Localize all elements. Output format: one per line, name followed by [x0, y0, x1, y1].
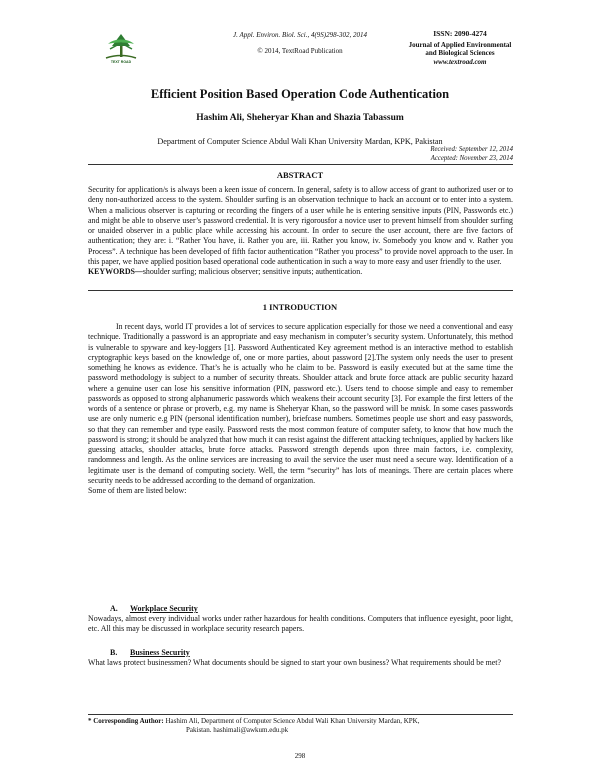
section-a-label: Workplace Security — [130, 604, 198, 613]
received-date: Received: September 12, 2014 — [430, 146, 513, 153]
keywords-label: KEYWORDS— — [88, 267, 143, 276]
keywords-text: shoulder surfing; malicious observer; sensitive inputs; authentication. — [142, 267, 363, 276]
introduction-heading: 1 INTRODUCTION — [262, 302, 338, 312]
section-b-text: What laws protect businessmen? What documents should be signed to start your own business? What requirements should be met? — [88, 658, 502, 667]
journal-name-line1: Journal of Applied Environmental — [408, 40, 512, 49]
abstract-heading: ABSTRACT — [276, 170, 324, 180]
intro-para1: In recent days, world IT provides a lot of services to secure application especially for those we need a conventional and easy technique. Traditionally a password is an appropriate and easy mechanism in computer’s security system. Unfortunately, this method is vulnerable to spyware and key-loggers [1]. Password Authenticated Key agreement method is an interactive method to establish cryptographic keys based on the knowledge of, one or more parties, about password [2].The system only needs the user to present something he knows as evidence. That’s he is actually who he claim to be. Password is easily executed but at the same time the password methodology is subject to a number of security threats. Shoulder attack and brute force attack are public security hazard where a genuine user can lose his sensitive information (PIN, password etc.). Users tend to choose simple and easy to remember passwords as opposed to strong alphanumeric passwords which weakens their account security [3]. For example the first letters of the words of a sentence or phrase or proverb, e.g. my name is Sheheryar Khan, so the password will be — [88, 322, 513, 413]
header-rule — [88, 164, 513, 165]
copyright: © 2014, TextRoad Publication — [257, 47, 343, 55]
journal-info — [400, 30, 520, 66]
footnote-line2: Pakistan. hashimali@awkum.edu.pk — [186, 726, 289, 734]
footnote-line1: Hashim Ali, Department of Computer Science Abdul Wali Khan University Mardan, KPK, — [163, 717, 420, 725]
journal-citation — [200, 30, 400, 57]
abstract-body — [88, 185, 513, 277]
submission-dates — [380, 146, 513, 164]
abstract-rule — [88, 290, 513, 291]
tree-icon — [104, 32, 138, 60]
page-number: 298 — [294, 752, 306, 760]
section-b-heading — [110, 648, 190, 657]
section-b-body — [88, 658, 513, 668]
intro-paragraph — [88, 322, 513, 486]
paper-authors: Hashim Ali, Sheheryar Khan and Shazia Tabassum — [196, 113, 404, 123]
section-b-letter: B. — [110, 648, 118, 657]
footnote-rule — [88, 714, 513, 715]
journal-website[interactable]: www.textroad.com — [433, 57, 487, 66]
abstract-text: Security for application/s is always been a keen issue of concern. In general, safety is to allow access of grant to authorized user or to deny non-authorized access to the system. Shoulder surfing is an observation technique to hack an account or to enter into a system. When a malicious observer is capturing or recording the fingers of a user while he is entering sensitive inputs (PIN, Passwords etc.) and might be able to observe user’s password credential. It is very rigorousfor a novice user to prevent himself from shoulder surfing or unaided observer in a public place while accessing his account. In order to secure the user account, there are five factors of authentication; they are: i. “Rather You have, ii. Rather you are, iii. Rather you know, iv. Somebody you know and v. Rather you Process”. A technique has been developed of fifth factor authentication “Rather you process” to provide novel approach to the user. In this paper, we have applied position based operational code authentication in such a way to more easy and user friendly to the user. — [88, 185, 513, 266]
section-b-label: Business Security — [130, 648, 190, 657]
footnote-label: * Corresponding Author: — [88, 717, 164, 725]
intro-list-lead: Some of them are listed below: — [88, 486, 187, 495]
introduction-body — [88, 322, 513, 496]
intro-para1-cont: . In some cases passwords use are only numeric e.g PIN (personal identification number), briefcase numbers. Sometimes people use short and easy passwords, so that they can remember and type easily. Password rests the most common feature of computer safety, to know that how much the password is strong; it should be analyzed that how much it can resist against the different attacking techniques, applied by hackers like guessing attacks, shoulder attacks, brute force attacks. Password strength depends upon three main factors, i.e. complexity, randomness and length. As the online services are increasing to avail the service the user must need a secure way. Identification of a legitimate user is the demand of computing society. Well, the term “security” has lots of meanings. There are certain places where security needs to be addressed according to the demand of organization. — [88, 404, 513, 485]
journal-name-line2: and Biological Sciences — [425, 49, 495, 57]
section-a-body — [88, 614, 513, 635]
intro-example-password: mnisk — [410, 404, 429, 413]
journal-ref: J. Appl. Environ. Biol. Sci., 4(9S)298-302, 2014 — [233, 31, 367, 39]
textroad-logo — [104, 32, 138, 72]
section-a-heading — [110, 604, 198, 613]
section-a-letter: A. — [110, 604, 118, 613]
section-a-text: Nowadays, almost every individual works under rather hazardous for health conditions. Computers that influence eyesight, poor light, etc. All this may be discussed in workplace security research papers. — [88, 614, 513, 634]
accepted-date: Accepted: November 23, 2014 — [430, 154, 513, 162]
issn: ISSN: 2090-4274 — [433, 29, 487, 38]
keywords — [88, 267, 513, 277]
paper-title: Efficient Position Based Operation Code Authentication — [150, 87, 450, 101]
affiliation: Department of Computer Science Abdul Wali Khan University Mardan, KPK, Pakistan — [157, 137, 443, 146]
logo-caption: TEXT ROAD — [110, 60, 132, 64]
corresponding-author-footnote — [88, 717, 513, 735]
